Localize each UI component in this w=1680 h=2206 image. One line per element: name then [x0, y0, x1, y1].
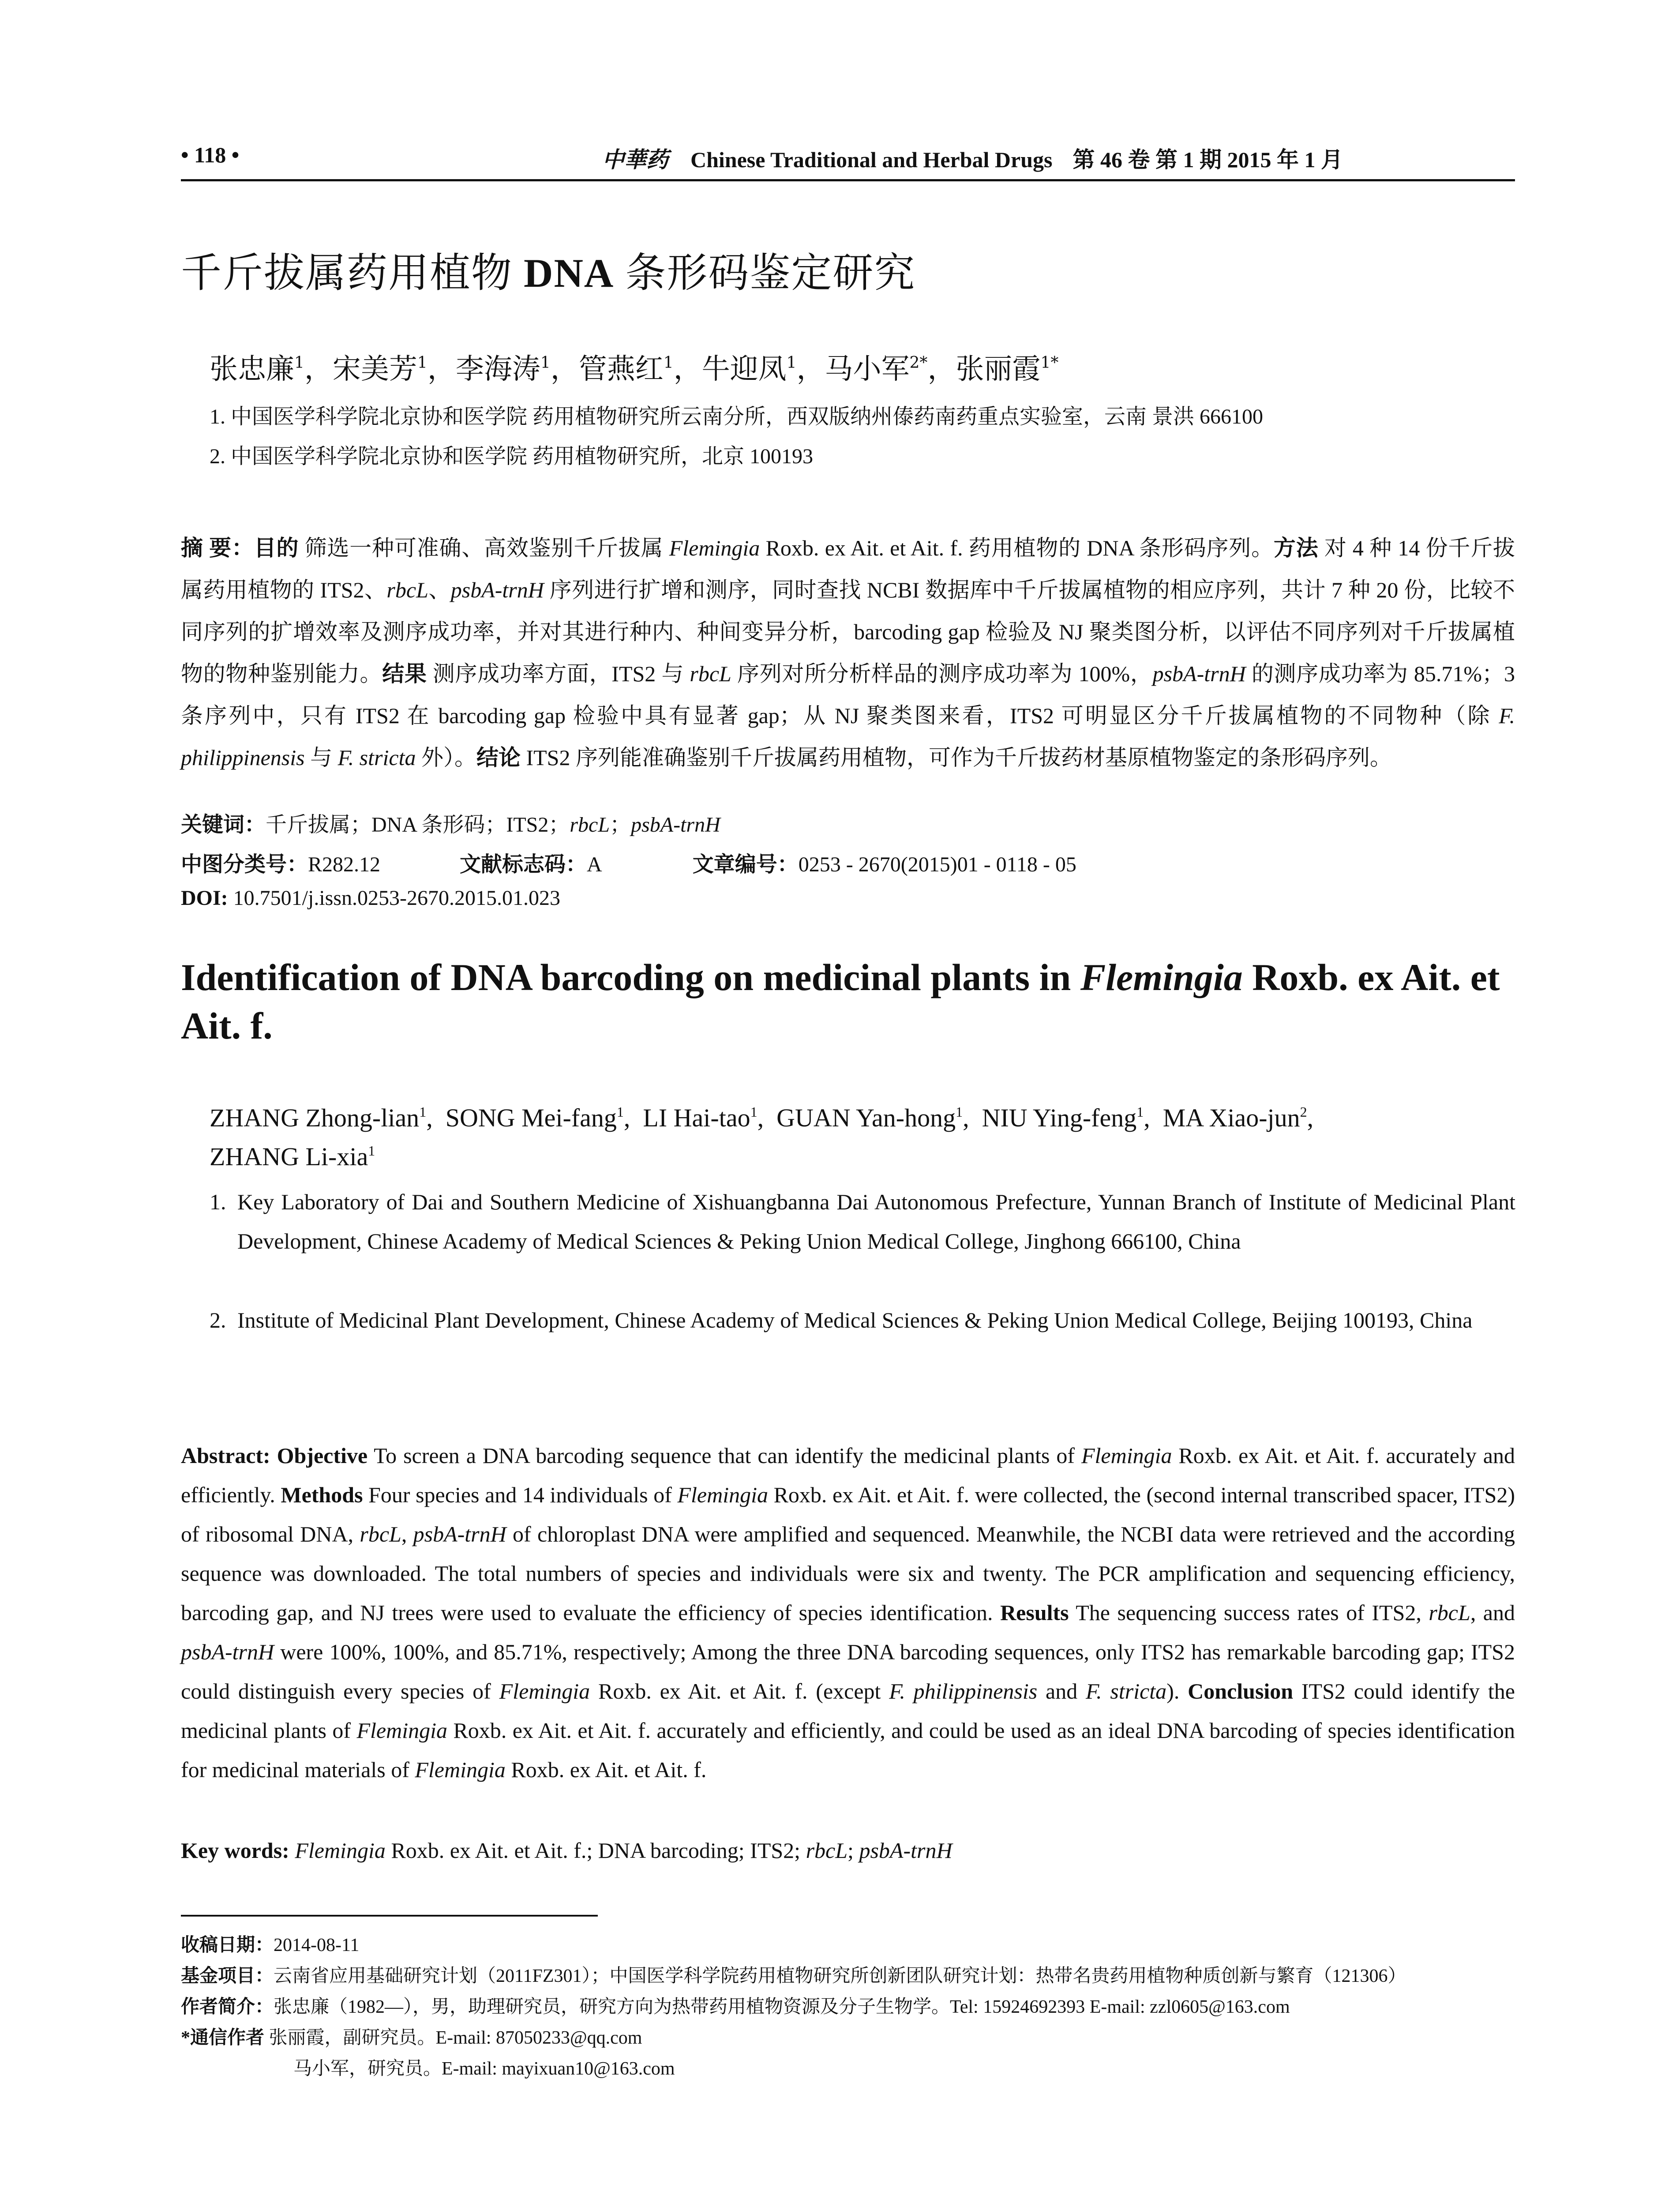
affiliation-en-1: [210, 1182, 1515, 1261]
abstract-en-text: Roxb. ex Ait. et Ait. f. accurately and efficiently, and could be used as an ideal DNA barcoding of species identification for medicinal materials of: [181, 1718, 1515, 1782]
running-header: [181, 140, 1515, 181]
genus-name: Flemingia: [499, 1679, 590, 1703]
species-name: F. stricta: [1086, 1679, 1167, 1703]
author-cn: 李海涛: [455, 353, 540, 386]
abstract-cn-text: 序列对所分析样品的测序成功率为 100%，: [731, 661, 1153, 686]
gene-psba: psbA-trnH: [859, 1838, 952, 1863]
received-value: 2014-08-11: [274, 1935, 360, 1955]
abstract-cn-label: 摘 要：目的: [181, 536, 299, 560]
footnote-received: [181, 1930, 359, 1957]
conclusion-label: 结论: [476, 745, 521, 770]
author-cn: 张忠廉: [210, 353, 294, 386]
author-sup: 1: [368, 1143, 375, 1159]
genus-name: Flemingia: [1080, 956, 1243, 998]
abstract-cn-text: 测序成功率方面，ITS2 与: [427, 661, 690, 686]
author-en: NIU Ying-feng: [982, 1103, 1137, 1132]
journal-volume: 第 46 卷 第 1 期 2015 年 1 月: [1072, 147, 1343, 172]
gene-psba: psbA-trnH: [181, 1639, 274, 1664]
affiliation-cn-2: 2. 中国医学科学院北京协和医学院 药用植物研究所，北京 100193: [210, 445, 814, 468]
abstract-en-text: Roxb. ex Ait. et Ait. f.: [505, 1757, 707, 1782]
article-number-label: 文章编号：: [692, 853, 799, 876]
author-en: LI Hai-tao: [643, 1103, 750, 1132]
corresponding-label: *通信作者: [181, 2028, 265, 2048]
author-sup: 1: [540, 354, 551, 372]
gene-psba: psbA-trnH: [413, 1522, 506, 1546]
title-cn-part1: 千斤拔属药用植物: [181, 251, 524, 296]
author-cn: 牛迎凤: [701, 353, 787, 386]
fund-label: 基金项目：: [181, 1966, 274, 1986]
author-en: GUAN Yan-hong: [776, 1103, 956, 1132]
affiliation-text: Institute of Medicinal Plant Development, Chinese Academy of Medical Sciences & Peking Union Medical College, Beijing 100193, China: [237, 1308, 1473, 1332]
title-en: [181, 953, 1518, 1050]
author-cn: 宋美芳: [332, 353, 417, 386]
abstract-cn: [181, 527, 1515, 779]
gene-psba: psbA-trnH: [1152, 661, 1246, 686]
title-cn-part2: DNA: [524, 251, 615, 296]
abstract-cn-text: 对 4 种 14 份千斤拔属药用植物的 ITS2、: [181, 536, 1515, 602]
abstract-en-text: To screen a DNA barcoding sequence that can identify the medicinal plants of: [368, 1443, 1081, 1468]
fund-value: 云南省应用基础研究计划（2011FZ301）；中国医学科学院药用植物研究所创新团队研究计划：热带名贵药用植物种质创新与繁育（121306）: [274, 1966, 1406, 1986]
affiliation-number: 2.: [210, 1308, 226, 1332]
doi-line: [181, 886, 560, 910]
gene-rbcl: rbcL: [806, 1838, 848, 1863]
abstract-en-text: were 100%, 100%, and 85.71%, respectively; Among the three DNA barcoding sequences, only ITS2 has remarkable barcoding gap; ITS2 could distinguish every species of: [181, 1639, 1515, 1703]
keywords-cn-label: 关键词：: [181, 813, 266, 837]
gene-rbcl: rbcL: [1429, 1600, 1470, 1625]
keywords-en-label: Key words:: [181, 1838, 289, 1863]
page-number: • 118 •: [181, 143, 240, 167]
title-cn: [181, 240, 915, 299]
author-sup: 1*: [1040, 354, 1059, 372]
species-name: F. stricta: [338, 745, 416, 770]
genus-name: Flemingia: [677, 1482, 768, 1507]
species-name: F. philippinensis: [181, 703, 1515, 770]
author-en: SONG Mei-fang: [445, 1103, 617, 1132]
genus-name: Flemingia: [295, 1838, 386, 1863]
author-sup: 1: [616, 1104, 624, 1120]
keywords-en: [181, 1838, 952, 1863]
author-sup: 1: [417, 354, 428, 372]
footnote-author: [181, 1992, 1290, 2018]
clc-value: R282.12: [308, 853, 381, 876]
abstract-en-text: Roxb. ex Ait. et Ait. f. accurately and efficiently.: [181, 1443, 1515, 1507]
abstract-en-text: ).: [1166, 1679, 1188, 1703]
results-label: Results: [1000, 1600, 1069, 1625]
author-sup: 2: [1300, 1104, 1307, 1120]
author-cn: 张丽霞: [956, 353, 1041, 386]
footnote-fund: [181, 1961, 1406, 1988]
abstract-en-text: ITS2 could identify the medicinal plants of: [181, 1679, 1515, 1743]
separator: ;: [848, 1838, 859, 1863]
author-sup: 1: [294, 354, 304, 372]
conclusion-label: Conclusion: [1188, 1679, 1294, 1703]
title-en-part2: Roxb. ex Ait. et Ait. f.: [181, 956, 1500, 1047]
author-sup: 1: [419, 1104, 427, 1120]
author-en: ZHANG Li-xia: [210, 1142, 368, 1171]
abstract-cn-text: ITS2 序列能准确鉴别千斤拔属药用植物，可作为千斤拔药材基原植物鉴定的条形码序列。: [520, 745, 1392, 770]
doc-code-label: 文献标志码：: [460, 853, 587, 876]
abstract-cn-text: 筛选一种可准确、高效鉴别千斤拔属: [299, 536, 669, 560]
journal-title: [602, 142, 1343, 174]
footnote-corresponding: [181, 2023, 642, 2049]
abstract-en-text: Roxb. ex Ait. et Ait. f. (except: [590, 1679, 889, 1703]
corresponding-author-1: 张丽霞，副研究员。E-mail: 87050233@qq.com: [264, 2028, 642, 2048]
journal-name-en: Chinese Traditional and Herbal Drugs: [690, 147, 1053, 172]
doi-value[interactable]: 10.7501/j.issn.0253-2670.2015.01.023: [228, 886, 561, 910]
abstract-en-label: Abstract: Objective: [181, 1443, 368, 1468]
results-label: 结果: [382, 661, 427, 686]
author-sup: 1: [750, 1104, 758, 1120]
article-number-value: 0253 - 2670(2015)01 - 0118 - 05: [798, 853, 1076, 876]
author-sup: 1: [663, 354, 674, 372]
title-en-part1: Identification of DNA barcoding on medicinal plants in: [181, 956, 1080, 998]
affiliation-number: 1.: [210, 1189, 226, 1214]
author-sup: 1: [1136, 1104, 1144, 1120]
methods-label: Methods: [281, 1482, 363, 1507]
abstract-en-text: , and: [1470, 1600, 1515, 1625]
authors-en: ZHANG Zhong-lian$^1$, SONG Mei-fang$^1$, LI Hai-tao$^1$, GUAN Yan-hong$^1$, NIU Ying-feng$^1$, MA Xiao-jun$^2$, ZHANG Li-xia$^1$: [210, 1103, 1314, 1171]
classification-line: [181, 847, 1076, 878]
separator: ,: [401, 1522, 413, 1546]
keywords-cn: [181, 807, 720, 838]
abstract-en-text: and: [1037, 1679, 1086, 1703]
journal-logo-cn: 中華药: [602, 147, 668, 172]
gene-rbcl: rbcL: [690, 661, 731, 686]
keywords-en-text: Roxb. ex Ait. et Ait. f.; DNA barcoding; ITS2;: [385, 1838, 806, 1863]
author-sup: 2*: [909, 354, 928, 372]
abstract-cn-text: 外）。: [416, 745, 476, 770]
abstract-cn-text: 序列进行扩增和测序，同时查找 NCBI 数据库中千斤拔属植物的相应序列，共计 7 种 20 份，比较不同序列的扩增效率及测序成功率，并对其进行种内、种间变异分析，barcoding gap 检验及 NJ 聚类图分析，以评估不同序列对千斤拔属植物的物种鉴别能力。: [181, 578, 1515, 686]
clc-label: 中图分类号：: [181, 853, 308, 876]
abstract-en-text: Four species and 14 individuals of: [363, 1482, 678, 1507]
doi-label: DOI:: [181, 886, 228, 910]
author-info-value: 张忠廉（1982—），男，助理研究员，研究方向为热带药用植物资源及分子生物学。Tel: 15924692393 E-mail: zzl0605@163.com: [274, 1997, 1290, 2017]
gene-rbcl: rbcL: [360, 1522, 401, 1546]
author-cn: 马小军: [825, 353, 910, 386]
gene-psba: psbA-trnH: [450, 578, 544, 602]
affiliation-en-2: [210, 1301, 1515, 1340]
genus-name: Flemingia: [1081, 1443, 1172, 1468]
abstract-cn-text: 与: [304, 745, 338, 770]
abstract-cn-text: 的测序成功率为 85.71%；3 条序列中，只有 ITS2 在 barcoding gap 检验中具有显著 gap；从 NJ 聚类图来看，ITS2 可明显区分千斤拔属植物的不同物种（除: [181, 661, 1515, 728]
gene-rbcl: rbcL: [386, 578, 428, 602]
genus-name: Flemingia: [356, 1718, 448, 1743]
title-cn-part3: 条形码鉴定研究: [614, 251, 916, 296]
abstract-en: [181, 1436, 1515, 1790]
abstract-cn-text: Roxb. ex Ait. et Ait. f. 药用植物的 DNA 条形码序列。: [760, 536, 1274, 560]
keywords-cn-text: 千斤拔属；DNA 条形码；ITS2；: [266, 813, 570, 837]
gene-rbcl: rbcL: [570, 813, 610, 837]
author-sup: 1: [956, 1104, 963, 1120]
affiliation-cn-1: 1. 中国医学科学院北京协和医学院 药用植物研究所云南分所，西双版纳州傣药南药重点实验室，云南 景洪 666100: [210, 405, 1264, 428]
genus-name: Flemingia: [415, 1757, 506, 1782]
affiliation-text: Key Laboratory of Dai and Southern Medicine of Xishuangbanna Dai Autonomous Prefecture, Yunnan Branch of Institute of Medicinal Plant Development, Chinese Academy of Medical Sciences & Peking Union Medical College, Jinghong 666100, China: [237, 1189, 1515, 1253]
author-en: MA Xiao-jun: [1162, 1103, 1300, 1132]
abstract-en-text: Roxb. ex Ait. et Ait. f. were collected, the (second internal transcribed spacer, ITS2) of ribosomal DNA,: [181, 1482, 1515, 1546]
doc-code-value: A: [587, 853, 602, 876]
author-info-label: 作者简介：: [181, 1997, 274, 2017]
received-label: 收稿日期：: [181, 1935, 274, 1955]
abstract-en-text: of chloroplast DNA were amplified and sequenced. Meanwhile, the NCBI data were retrieved and the according sequence was downloaded. The total numbers of species and individuals were six and twenty. The PCR amplification and sequencing efficiency, barcoding gap, and NJ trees were used to evaluate the efficiency of species identification.: [181, 1522, 1515, 1625]
authors-cn: 张忠廉$^1$，宋美芳$^1$，李海涛$^1$，管燕红$^1$，牛迎凤$^1$，马小军$^{2*}$，张丽霞$^{1*}$: [210, 353, 1059, 386]
separator: ；: [610, 813, 631, 837]
footnote-divider: [181, 1915, 598, 1917]
methods-label: 方法: [1273, 536, 1319, 560]
species-name: F. philippinensis: [889, 1679, 1038, 1703]
abstract-en-text: The sequencing success rates of ITS2,: [1069, 1600, 1429, 1625]
footnote-corresponding-2: 马小军，研究员。E-mail: mayixuan10@163.com: [293, 2059, 675, 2079]
author-sup: 1: [786, 354, 797, 372]
author-en: ZHANG Zhong-lian: [210, 1103, 420, 1132]
author-cn: 管燕红: [578, 353, 664, 386]
gene-psba: psbA-trnH: [631, 813, 720, 837]
genus-name: Flemingia: [669, 536, 760, 560]
separator: 、: [428, 578, 451, 602]
